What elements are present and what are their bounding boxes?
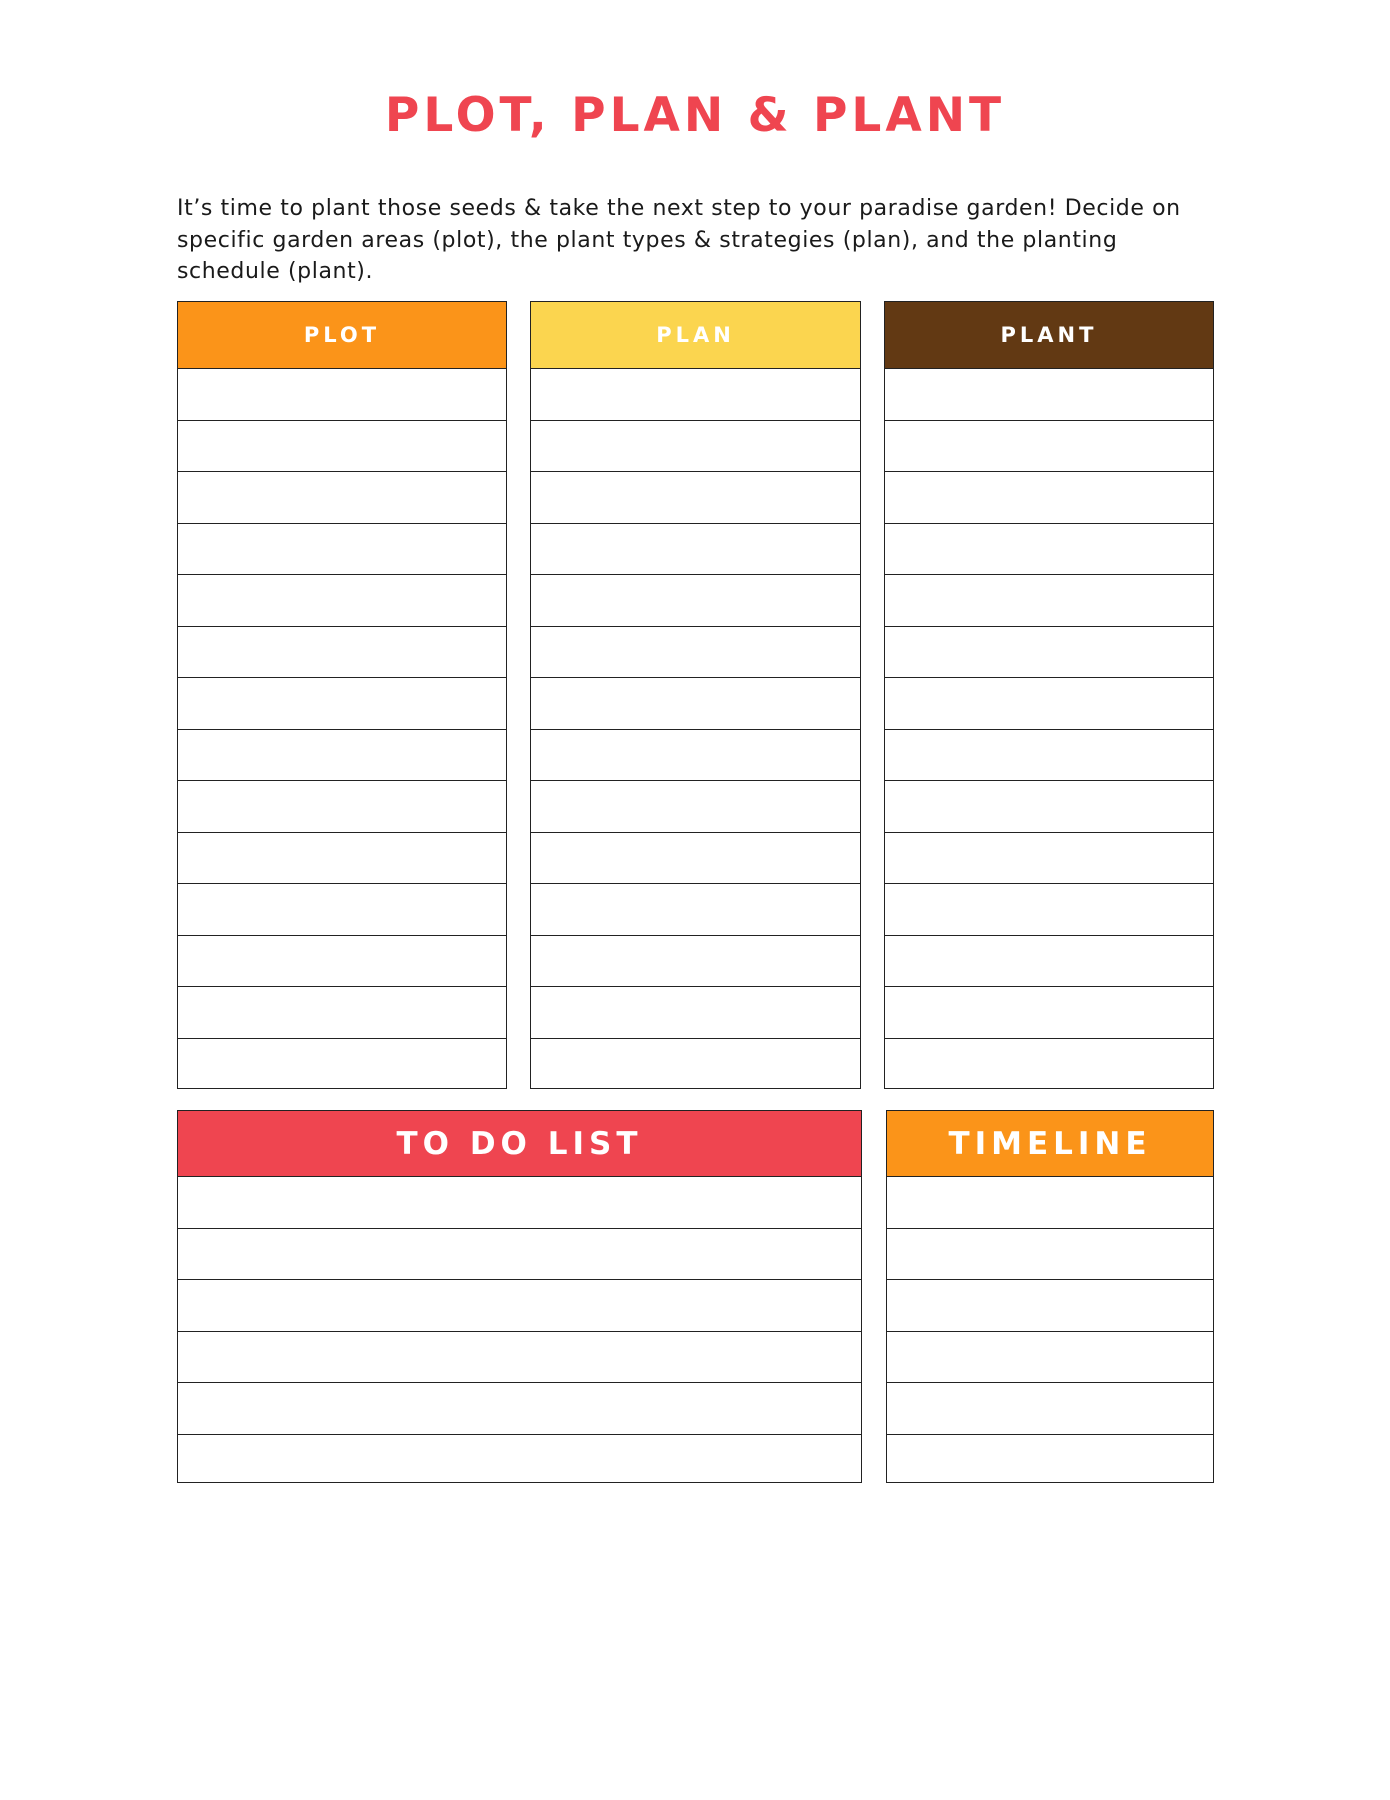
- plot-table: [177, 301, 507, 1089]
- todo-row[interactable]: [178, 1280, 861, 1332]
- plot-row[interactable]: [178, 987, 506, 1039]
- plot-header: PLOT: [178, 302, 506, 369]
- plot-row[interactable]: [178, 369, 506, 421]
- todo-header: TO DO LIST: [178, 1111, 861, 1177]
- plant-row[interactable]: [885, 730, 1213, 782]
- plot-row[interactable]: [178, 730, 506, 782]
- todo-table: [177, 1110, 862, 1483]
- todo-row[interactable]: [178, 1383, 861, 1435]
- todo-row[interactable]: [178, 1332, 861, 1384]
- timeline-row[interactable]: [887, 1435, 1213, 1487]
- plant-row[interactable]: [885, 1039, 1213, 1091]
- plan-row[interactable]: [531, 1039, 860, 1091]
- plot-row[interactable]: [178, 833, 506, 885]
- plant-header: PLANT: [885, 302, 1213, 369]
- todo-row[interactable]: [178, 1435, 861, 1487]
- timeline-row[interactable]: [887, 1280, 1213, 1332]
- timeline-rows: [887, 1177, 1213, 1486]
- plant-row[interactable]: [885, 781, 1213, 833]
- timeline-table: [886, 1110, 1214, 1483]
- plot-row[interactable]: [178, 472, 506, 524]
- plot-row[interactable]: [178, 421, 506, 473]
- plant-row[interactable]: [885, 987, 1213, 1039]
- todo-row[interactable]: [178, 1229, 861, 1281]
- plant-row[interactable]: [885, 472, 1213, 524]
- plan-row[interactable]: [531, 833, 860, 885]
- plant-row[interactable]: [885, 936, 1213, 988]
- timeline-row[interactable]: [887, 1332, 1213, 1384]
- plant-row[interactable]: [885, 421, 1213, 473]
- plan-header: PLAN: [531, 302, 860, 369]
- plant-row[interactable]: [885, 627, 1213, 679]
- plot-row[interactable]: [178, 524, 506, 576]
- plan-row[interactable]: [531, 781, 860, 833]
- plot-row[interactable]: [178, 781, 506, 833]
- plant-row[interactable]: [885, 884, 1213, 936]
- intro-text: It’s time to plant those seeds & take the next step to your paradise garden! Decide on specific garden areas (plot), the plant types & strategies (plan), and the planting schedule (plant).: [177, 196, 1181, 284]
- plan-row[interactable]: [531, 678, 860, 730]
- plan-row[interactable]: [531, 575, 860, 627]
- plot-row[interactable]: [178, 1039, 506, 1091]
- plan-row[interactable]: [531, 524, 860, 576]
- plan-row[interactable]: [531, 884, 860, 936]
- plot-row[interactable]: [178, 575, 506, 627]
- plant-table: [884, 301, 1214, 1089]
- plant-row[interactable]: [885, 678, 1213, 730]
- plot-rows: [178, 369, 506, 1090]
- timeline-row[interactable]: [887, 1229, 1213, 1281]
- page-title: PLOT, PLAN & PLANT: [384, 88, 1006, 143]
- plant-row[interactable]: [885, 369, 1213, 421]
- plan-table: [530, 301, 861, 1089]
- plan-row[interactable]: [531, 730, 860, 782]
- plot-row[interactable]: [178, 884, 506, 936]
- plan-row[interactable]: [531, 627, 860, 679]
- todo-rows: [178, 1177, 861, 1486]
- plot-row[interactable]: [178, 678, 506, 730]
- timeline-row[interactable]: [887, 1383, 1213, 1435]
- plant-row[interactable]: [885, 833, 1213, 885]
- plot-row[interactable]: [178, 936, 506, 988]
- plot-row[interactable]: [178, 627, 506, 679]
- plant-row[interactable]: [885, 524, 1213, 576]
- plan-row[interactable]: [531, 987, 860, 1039]
- plan-row[interactable]: [531, 472, 860, 524]
- plan-row[interactable]: [531, 369, 860, 421]
- plant-rows: [885, 369, 1213, 1090]
- plan-row[interactable]: [531, 421, 860, 473]
- todo-row[interactable]: [178, 1177, 861, 1229]
- plant-row[interactable]: [885, 575, 1213, 627]
- plan-row[interactable]: [531, 936, 860, 988]
- plan-rows: [531, 369, 860, 1090]
- timeline-row[interactable]: [887, 1177, 1213, 1229]
- timeline-header: TIMELINE: [887, 1111, 1213, 1177]
